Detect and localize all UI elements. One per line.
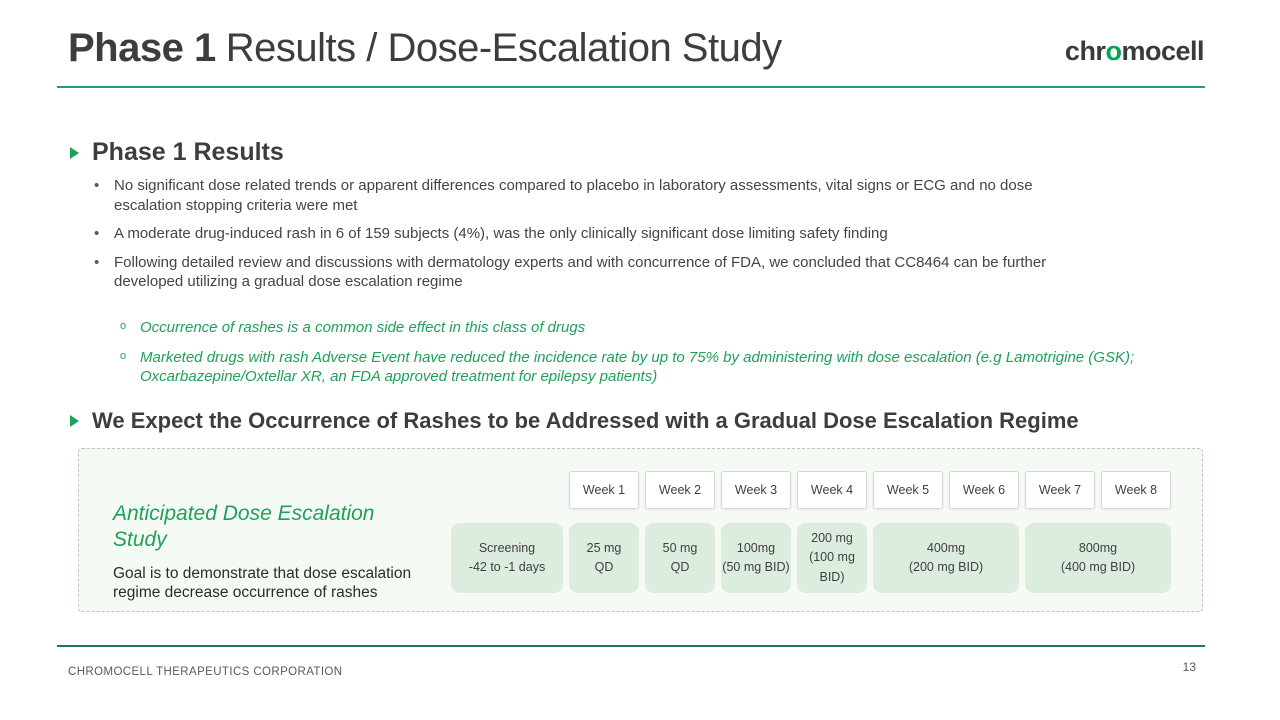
- dose-detail: (50 mg BID): [722, 560, 790, 574]
- dose-detail: -42 to -1 days: [468, 560, 546, 574]
- sub-bullet-item: o Occurrence of rashes is a common side effect in this class of drugs: [120, 318, 1202, 338]
- bullet-item: • A moderate drug-induced rash in 6 of 159 subjects (4%), was the only clinically significant dose limiting safety finding: [92, 224, 1082, 244]
- triangle-bullet-icon: [70, 147, 79, 159]
- footer-company: CHROMOCELL THERAPEUTICS CORPORATION: [68, 666, 343, 678]
- dose-label: 200 mg: [811, 530, 853, 545]
- dose-cell: [873, 523, 1019, 593]
- dose-escalation-study-panel: [78, 448, 1203, 612]
- dose-cell: [569, 523, 639, 593]
- week-header-cell: Week 8: [1101, 471, 1171, 509]
- week-header-cell: Week 4: [797, 471, 867, 509]
- dose-label: Screening: [478, 540, 536, 555]
- dose-cell: [797, 523, 867, 593]
- dose-detail: (100 mg BID): [809, 550, 855, 584]
- section-heading-label: Phase 1 Results: [92, 138, 284, 166]
- week-header-cell: Week 6: [949, 471, 1019, 509]
- week-header-cell: Week 2: [645, 471, 715, 509]
- week-header-cell: Week 1: [569, 471, 639, 509]
- section-heading-label: We Expect the Occurrence of Rashes to be Addressed with a Gradual Dose Escalation Regime: [92, 408, 1079, 433]
- dose-detail: QD: [594, 560, 614, 574]
- sub-bullet-item: o Marketed drugs with rash Adverse Event have reduced the incidence rate by up to 75% by administering with dose escalation (e.g Lamotrigine (GSK); Oxcarbazepine/Oxtellar XR, an FDA approved treatment for epilepsy patients): [120, 348, 1202, 387]
- footer-divider: [57, 645, 1205, 647]
- dose-label: 800mg: [1078, 540, 1118, 555]
- section-heading-phase1-results: [70, 138, 284, 167]
- phase1-bullet-list: [92, 176, 1082, 301]
- dose-label: 50 mg: [662, 540, 698, 555]
- page-title-rest: Results / Dose-Escalation Study: [225, 26, 782, 70]
- page-number: 13: [1182, 660, 1196, 674]
- bullet-item: • No significant dose related trends or apparent differences compared to placebo in laboratory assessments, vital signs or ECG and no dose escalation stopping criteria were met: [92, 176, 1082, 215]
- logo-green-o-icon: o: [1105, 36, 1122, 66]
- dose-detail: (200 mg BID): [908, 560, 984, 574]
- dose-cell: [721, 523, 791, 593]
- dose-cell: [645, 523, 715, 593]
- rash-note-list: [120, 318, 1202, 397]
- logo-text-post: mocell: [1121, 36, 1204, 66]
- week-header-cell: Week 5: [873, 471, 943, 509]
- bullet-item: • Following detailed review and discussions with dermatology experts and with concurrence of FDA, we concluded that CC8464 can be further developed utilizing a gradual dose escalation regime: [92, 253, 1082, 292]
- dose-label: 25 mg: [586, 540, 622, 555]
- study-title: Anticipated Dose Escalation Study: [113, 502, 375, 552]
- dose-label: 400mg: [926, 540, 966, 555]
- triangle-bullet-icon: [70, 415, 79, 427]
- dose-cell: [1025, 523, 1171, 593]
- section-heading-dose-escalation: [70, 408, 1079, 434]
- schedule-grid: [451, 471, 1171, 593]
- logo-text-pre: chr: [1064, 36, 1106, 66]
- chromocell-logo: [1065, 36, 1204, 67]
- dose-label: 100mg: [736, 540, 776, 555]
- dose-cell: [451, 523, 563, 593]
- title-divider: [57, 86, 1205, 88]
- dose-detail: QD: [670, 560, 690, 574]
- page-title-bold: Phase 1: [68, 26, 216, 70]
- dose-detail: (400 mg BID): [1060, 560, 1136, 574]
- week-header-cell: Week 3: [721, 471, 791, 509]
- week-header-cell: Week 7: [1025, 471, 1095, 509]
- page-title: [68, 26, 782, 71]
- study-description: [113, 501, 443, 602]
- study-goal: Goal is to demonstrate that dose escalation regime decrease occurrence of rashes: [113, 564, 412, 601]
